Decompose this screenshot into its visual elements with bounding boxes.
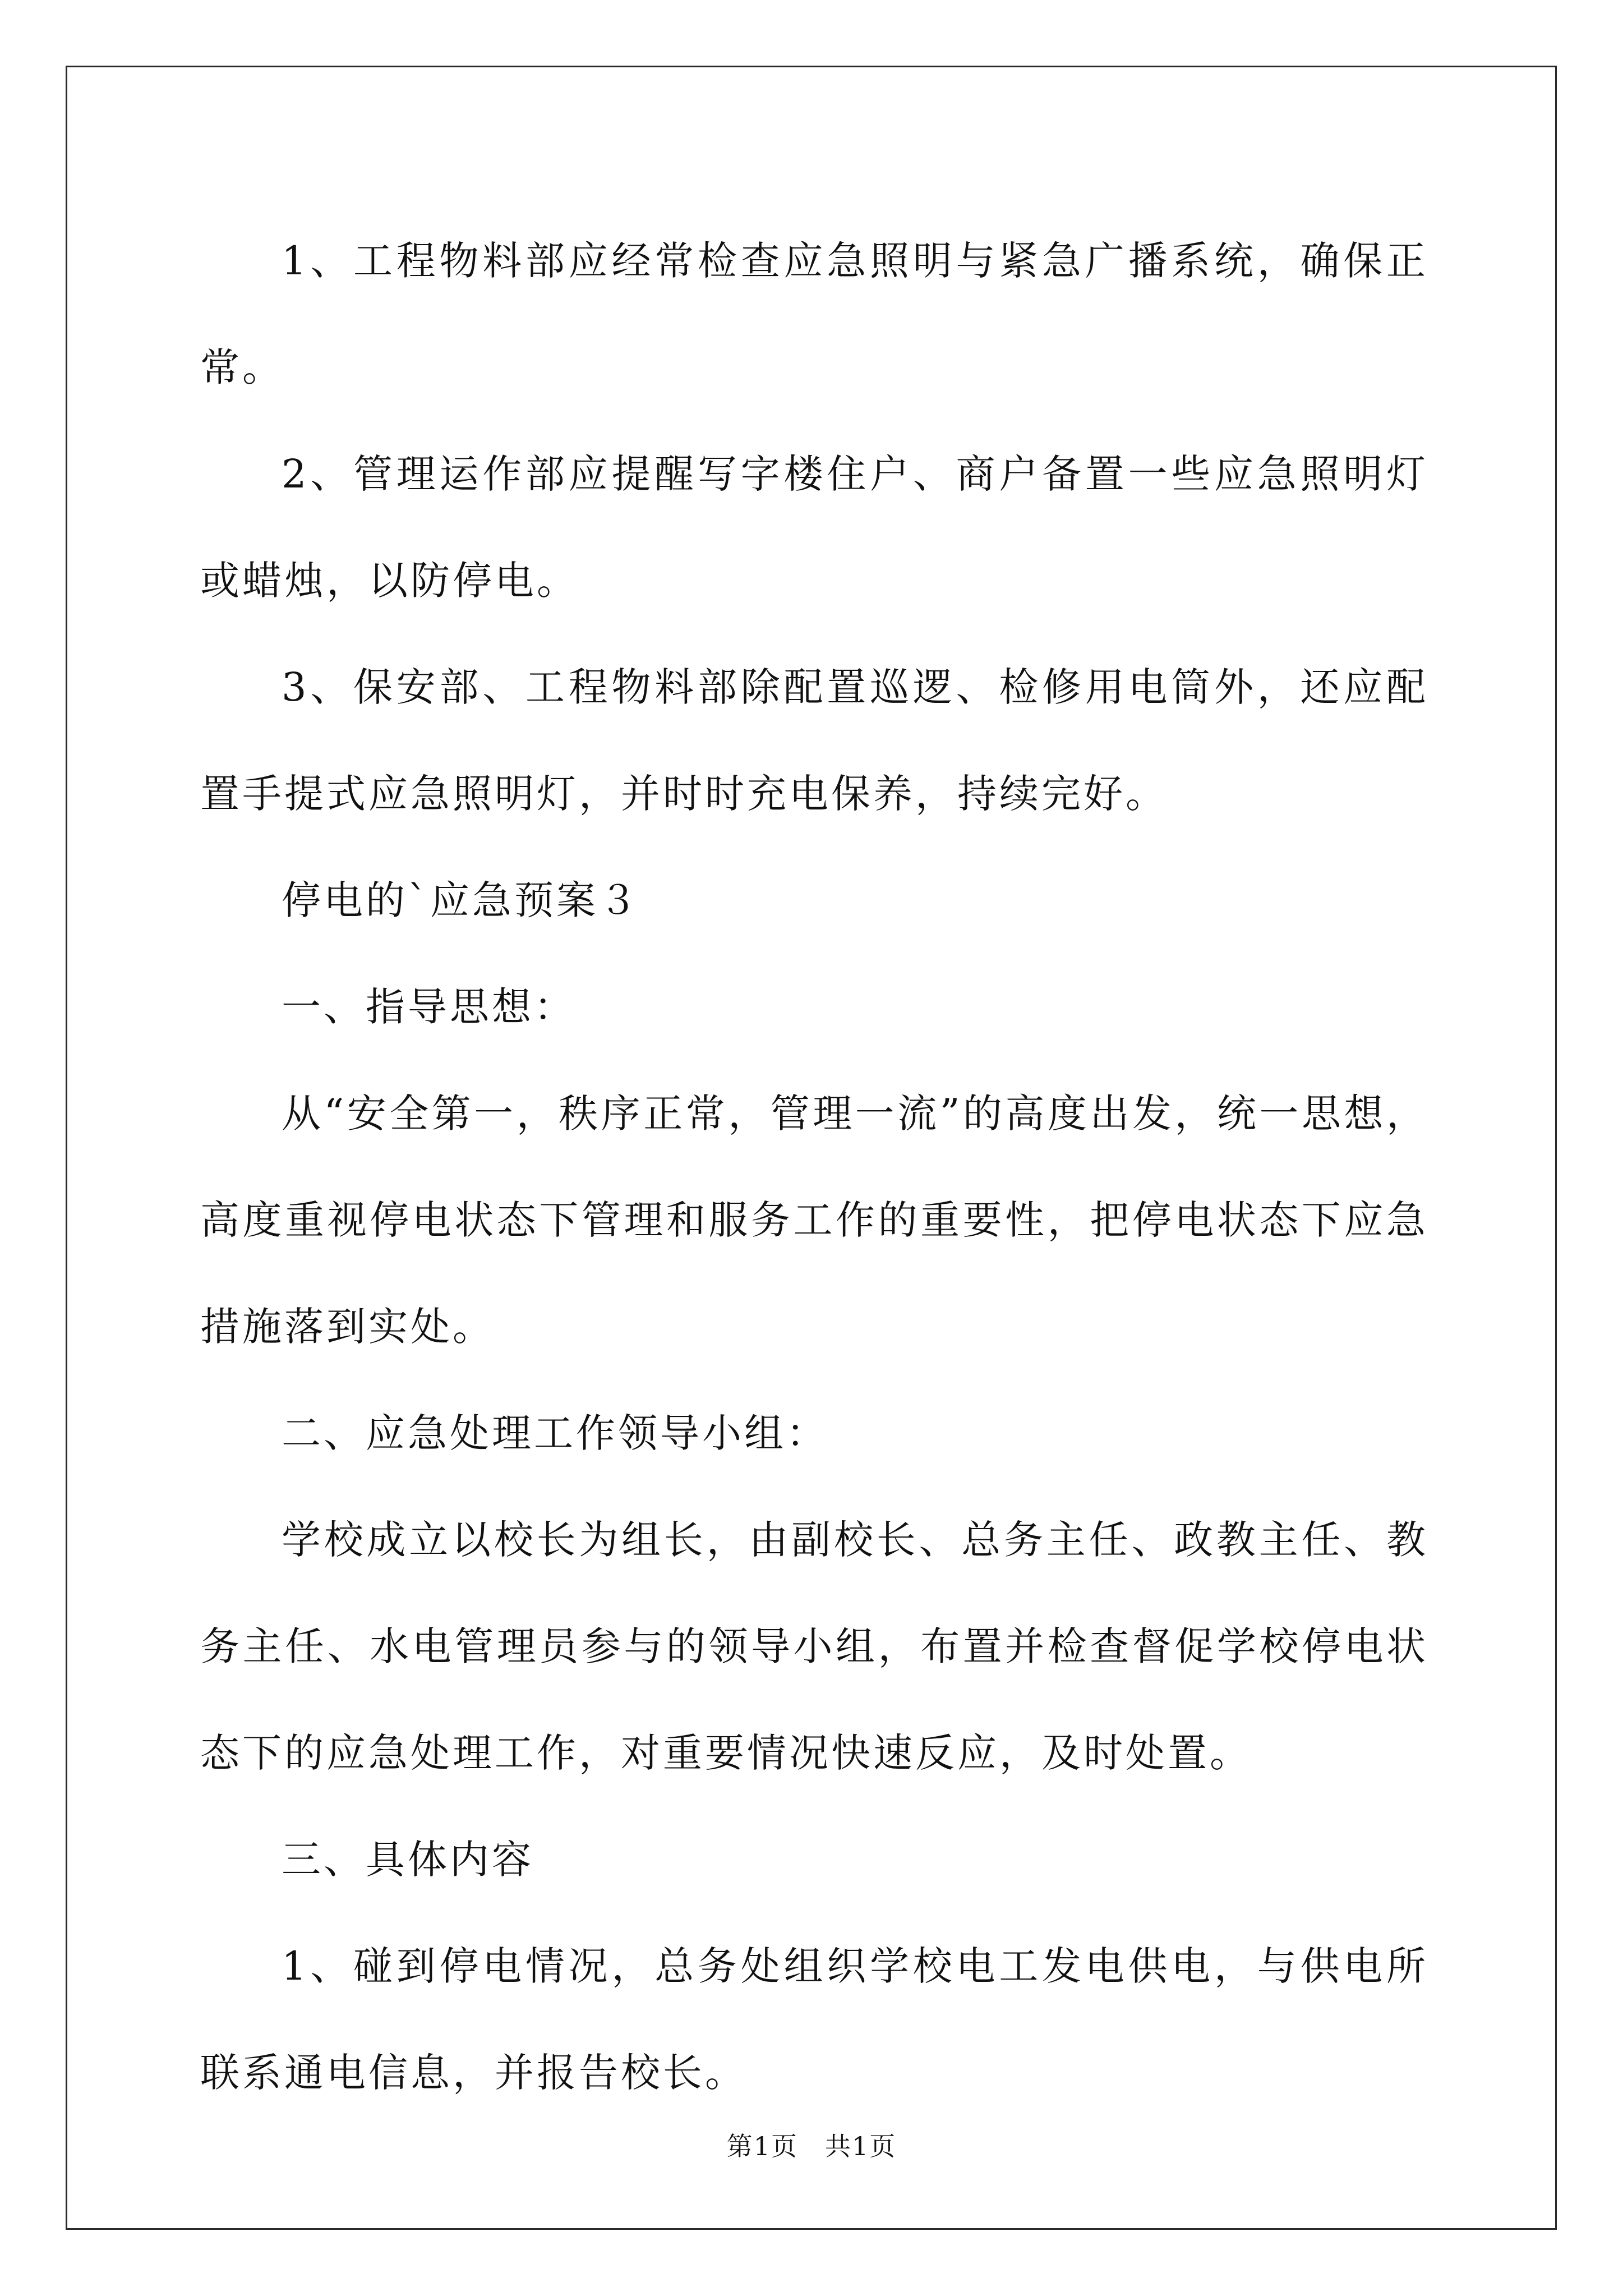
section-heading-specific-content: 三、具体内容: [282, 1837, 534, 1883]
paragraph-3: 3、保安部、工程物料部除配置巡逻、检修用电筒外，还应配置手提式应急照明灯，并时时充电保养，持续完好。: [200, 664, 1428, 817]
paragraph-1: 1、工程物料部应经常检查应急照明与紧急广播系统，确保正常。: [200, 238, 1428, 390]
paragraph-guiding-thought: 从“安全第一，秩序正常，管理一流”的高度出发，统一思想，高度重视停电状态下管理和服务工作的重要性，把停电状态下应急措施落到实处。: [200, 1091, 1428, 1350]
paragraph-2: 2、管理运作部应提醒写字楼住户、商户备置一些应急照明灯或蜡烛，以防停电。: [200, 451, 1428, 604]
paragraph-specific-content-1: 1、碰到停电情况，总务处组织学校电工发电供电，与供电所联系通电信息，并报告校长。: [200, 1943, 1428, 2096]
paragraph-leadership-group: 学校成立以校长为组长，由副校长、总务主任、政教主任、教务主任、水电管理员参与的领导小组，布置并检查督促学校停电状态下的应急处理工作，对重要情况快速反应，及时处置。: [200, 1517, 1428, 1776]
section-heading-leadership-group: 二、应急处理工作领导小组：: [282, 1410, 828, 1456]
section-heading-guiding-thought: 一、指导思想：: [282, 984, 576, 1030]
section-heading-plan-3: 停电的`应急预案３: [282, 877, 640, 923]
document-body: [200, 208, 1428, 2126]
page-footer: 第1页 共1页: [726, 2131, 897, 2161]
